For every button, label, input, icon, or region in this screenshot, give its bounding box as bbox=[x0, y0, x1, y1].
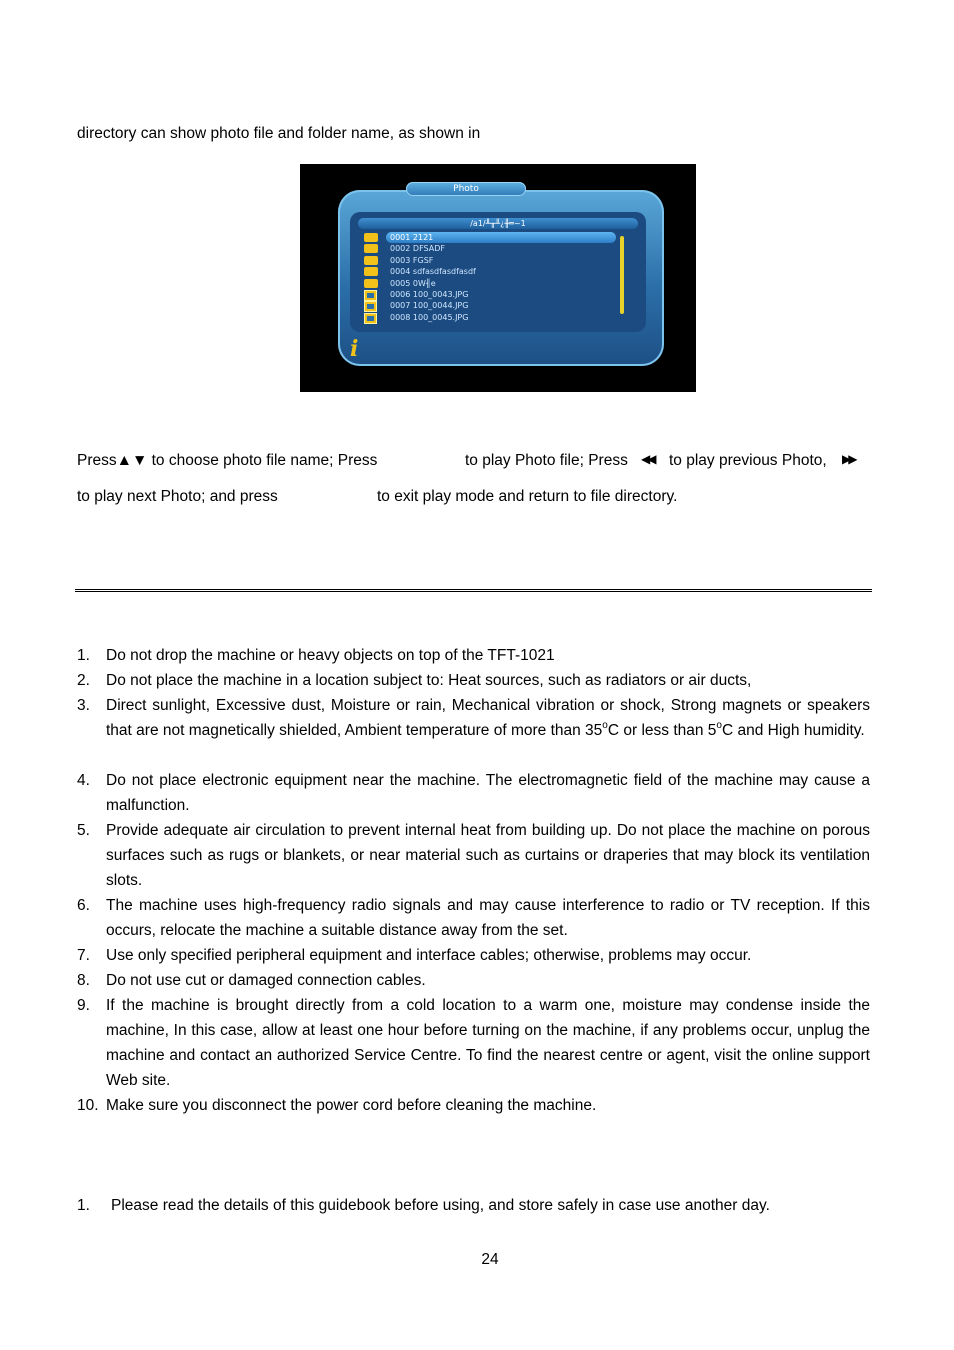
info-icon: i bbox=[350, 336, 359, 362]
note-item: 1. Please read the details of this guidebook before using, and store safely in case use another day. bbox=[77, 1197, 770, 1214]
list-item: 4. Do not place electronic equipment near the machine. The electromagnetic field of the machine may cause a malfunction. bbox=[77, 772, 870, 814]
file-row[interactable]: 0001 2121 bbox=[386, 232, 616, 243]
file-row[interactable]: 0007 100_0044.JPG bbox=[390, 301, 469, 311]
path-bar: /a1/╨╥╨¿╫═~1 bbox=[358, 218, 638, 229]
folder-icon bbox=[364, 267, 378, 276]
list-item: 6. The machine uses high-frequency radio signals and may cause interference to radio or TV reception. If this occurs, relocate the machine a suitable distance away from the set. bbox=[77, 897, 870, 939]
file-row[interactable]: 0006 100_0043.JPG bbox=[390, 290, 469, 299]
photo-icon bbox=[364, 313, 377, 324]
file-list-panel bbox=[350, 212, 646, 332]
list-item: 8. Do not use cut or damaged connection cables. bbox=[77, 972, 426, 989]
instruction-updown: Press▲▼ to choose photo file name; Press bbox=[77, 452, 378, 469]
osd-frame bbox=[338, 184, 664, 366]
list-item: 2. Do not place the machine in a location subject to: Heat sources, such as radiators or air ducts, bbox=[77, 672, 752, 689]
file-row[interactable]: 0008 100_0045.JPG bbox=[390, 312, 469, 322]
folder-icon bbox=[364, 279, 378, 288]
list-item: 3. Direct sunlight, Excessive dust, Moisture or rain, Mechanical vibration or shock, Strong magnets or speakers that are not magnetically shielded, Ambient temperature of more than 35$^o$C or less than 5$^o$C and High humidity. bbox=[77, 697, 870, 739]
file-row[interactable]: 0004 sdfasdfasdfasdf bbox=[390, 267, 476, 277]
folder-icon bbox=[364, 244, 378, 253]
section-divider bbox=[75, 589, 872, 592]
instruction-next: to play next Photo; and press bbox=[77, 488, 278, 505]
list-item: 5. Provide adequate air circulation to prevent internal heat from building up. Do not place the machine on porous surfaces such as rugs or blankets, or near material such as curtains or draperies that may block its ventilation slots. bbox=[77, 822, 870, 889]
instruction-exit: to exit play mode and return to file directory. bbox=[377, 488, 678, 505]
degree-sign: o bbox=[602, 720, 608, 731]
list-item: 10. Make sure you disconnect the power cord before cleaning the machine. bbox=[77, 1097, 597, 1114]
instruction-play: to play Photo file; Press bbox=[465, 452, 628, 469]
scrollbar bbox=[620, 236, 624, 314]
folder-icon bbox=[364, 233, 378, 242]
list-item: 7. Use only specified peripheral equipment and interface cables; otherwise, problems may occur. bbox=[77, 947, 752, 964]
page-number: 24 bbox=[481, 1251, 499, 1268]
previous-icon: ◀◀ bbox=[641, 452, 654, 466]
photo-icon bbox=[364, 301, 377, 312]
photo-browser-screenshot bbox=[300, 164, 696, 392]
degree-sign: o bbox=[716, 720, 722, 731]
intro-text: directory can show photo file and folder name, as shown in bbox=[77, 125, 481, 142]
list-item: 1. Do not drop the machine or heavy objects on top of the TFT-1021 bbox=[77, 647, 555, 664]
photo-tab: Photo bbox=[406, 182, 526, 196]
file-row[interactable]: 0005 0W╢e bbox=[390, 278, 436, 288]
photo-icon bbox=[364, 290, 377, 301]
next-icon: ▶▶ bbox=[842, 452, 855, 466]
folder-icon bbox=[364, 256, 378, 265]
list-item: 9. If the machine is brought directly from a cold location to a warm one, moisture may condense inside the machine, In this case, allow at least one hour before turning on the machine, if any problems occur, unplug the machine and contact an authorized Service Centre. To find the nearest centre or agent, visit the online support Web site. bbox=[77, 997, 870, 1089]
instruction-previous: to play previous Photo, bbox=[669, 452, 827, 469]
file-row[interactable]: 0002 DFSADF bbox=[390, 244, 445, 254]
file-row[interactable]: 0003 FGSF bbox=[390, 255, 434, 265]
